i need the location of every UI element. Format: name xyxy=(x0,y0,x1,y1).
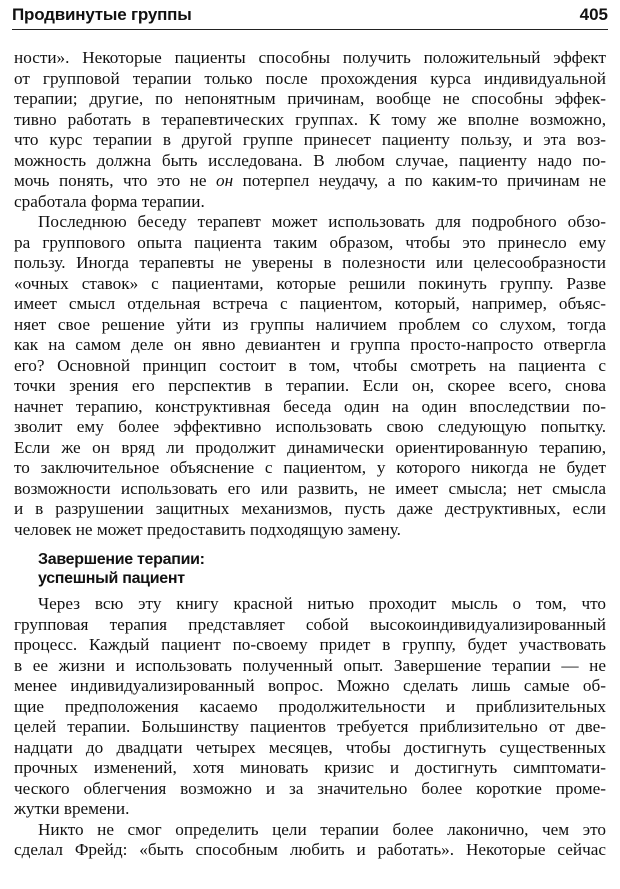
page-header xyxy=(12,0,608,30)
text-line: менее индивидуализированный вопрос. Можно сделать лишь самые об- xyxy=(14,676,606,695)
text-line: его? Основной принцип состоит в том, чтобы смотреть на пациента с xyxy=(14,355,606,375)
text-line: человек не может предоставить подходящую замену. xyxy=(14,519,401,539)
text-line: целей терапии. Большинству пациентов требуется приблизительно от две- xyxy=(14,717,606,736)
text-line: имеет смысл отдельная встреча с пациентом, который, например, объяс- xyxy=(14,294,606,313)
text-line: ности». Некоторые пациенты способны получить положительный эффект xyxy=(14,48,606,67)
page-number: 405 xyxy=(579,5,608,24)
text-line: можность должна быть исследована. В любом случае, пациенту надо по- xyxy=(14,150,606,170)
page-body xyxy=(14,48,606,861)
text-line: групповая терапия представляет собой высокоиндивидуализированный xyxy=(14,614,606,634)
paragraph xyxy=(14,48,606,212)
text-line: зволит ему более эффективно использовать свою следующую попытку. xyxy=(14,417,606,436)
running-title: Продвинутые группы xyxy=(12,5,192,24)
text-line: Никто не смог определить цели терапии более лаконично, чем это xyxy=(38,819,606,839)
paragraph xyxy=(14,820,606,861)
text-line: няет свое решение уйти из группы наличием проблем со слухом, тогда xyxy=(14,314,606,334)
text-line: щие предположения касаемо продолжительности и приблизительных xyxy=(14,696,606,716)
section-heading-line1: Завершение терапии: xyxy=(38,551,205,568)
text-line: Через всю эту книгу красной нитью проходит мысль о том, что xyxy=(38,594,606,613)
section-heading xyxy=(14,550,606,588)
text-line: терапии; другие, по непонятным причинам, вообще не способны эффек- xyxy=(14,89,606,108)
text-line: мочь понять, что это не он потерпел неудачу, а по каким-то причинам не xyxy=(14,171,606,190)
text-line: что курс терапии в другой группе принесет пациенту пользу, и эта воз- xyxy=(14,130,606,149)
text-line: в ее жизни и использовать полученный опыт. Завершение терапии — не xyxy=(14,655,606,675)
section-heading-line2: успешный пациент xyxy=(38,570,185,587)
text-line: «очных ставок» с пациентами, которые решили покинуть группу. Разве xyxy=(14,273,606,293)
text-line: точки зрения его перспектив в терапии. Если он, скорее всего, снова xyxy=(14,376,606,395)
text-line: прочных изменений, хотя миновать кризис и достигнуть симптомати- xyxy=(14,758,606,777)
text-line: процесс. Каждый пациент по-своему придет в группу, будет участвовать xyxy=(14,635,606,654)
text-line: ческого облегчения возможно и за значительно более короткие проме- xyxy=(14,778,606,798)
paragraph xyxy=(14,594,606,820)
text-line: как на самом деле он явно девиантен и группа просто-напросто отвергла xyxy=(14,335,606,354)
text-line: сработала форма терапии. xyxy=(14,191,205,211)
text-line: Если же он вряд ли продолжит динамически ориентированную терапию, xyxy=(14,437,606,457)
text-line: надцати до двадцати четырех месяцев, чтобы достигнуть существенных xyxy=(14,737,606,757)
text-line: жутки времени. xyxy=(14,799,130,818)
text-line: возможности использовать его или развить, не имеет смысла; нет смысла xyxy=(14,478,606,498)
text-line: ра группового опыта пациента таким образом, чтобы это принесло ему xyxy=(14,232,606,252)
text-line: то заключительное объяснение с пациентом, у которого никогда не будет xyxy=(14,458,606,477)
text-line: начнет терапию, конструктивная беседа один на один впоследствии по- xyxy=(14,396,606,416)
text-line: и в разрушении защитных механизмов, пусть даже деструктивных, если xyxy=(14,499,606,518)
text-line: Последнюю беседу терапевт может использовать для подробного обзо- xyxy=(38,212,606,231)
text-line: сделал Фрейд: «быть способным любить и работать». Некоторые сейчас xyxy=(14,840,606,859)
paragraph xyxy=(14,212,606,540)
text-line: от групповой терапии только после прохождения курса индивидуальной xyxy=(14,68,606,88)
text-line: тивно работать в терапевтических группах. К тому же вполне возможно, xyxy=(14,109,606,129)
text-line: пользу. Иногда терапевты не уверены в полезности или целесообразности xyxy=(14,253,606,272)
text-block-bottom xyxy=(14,594,606,861)
text-block-top xyxy=(14,48,606,540)
